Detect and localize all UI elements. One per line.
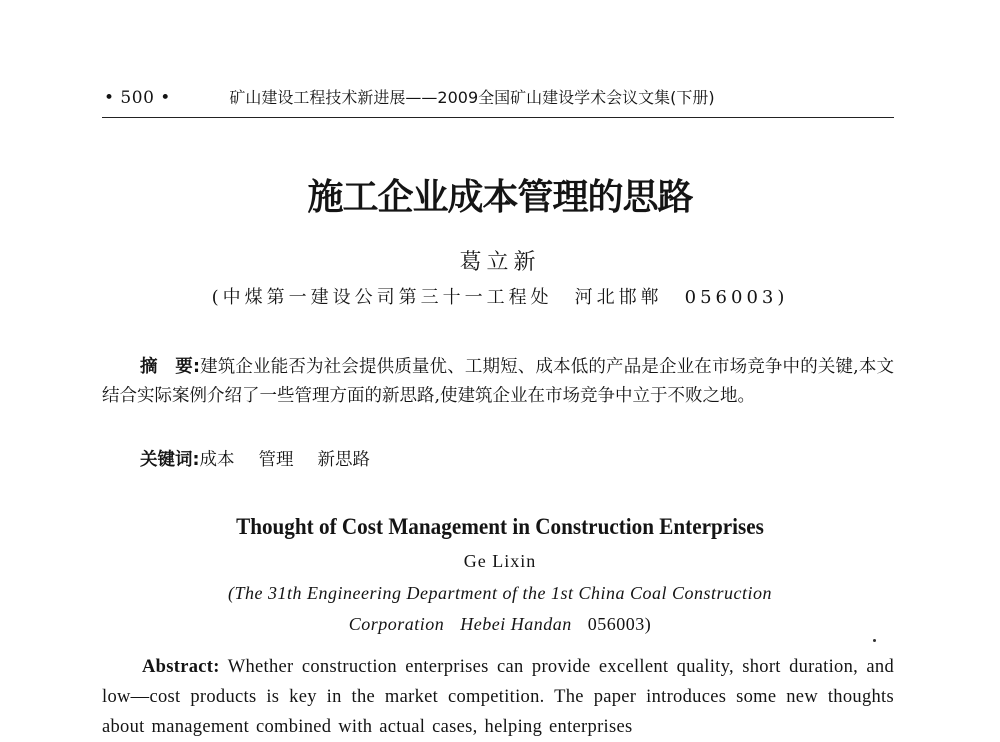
abstract-cn-text: 建筑企业能否为社会提供质量优、工期短、成本低的产品是企业在市场竞争中的关键,本文结合实际案例介绍了一些管理方面的新思路,使建筑企业在市场竞争中立于不败之地。 [102, 357, 895, 406]
affiliation-cn-zip: 056003) [684, 287, 789, 308]
running-header [104, 86, 894, 110]
abstract-en [102, 652, 894, 742]
article-title-en: Thought of Cost Management in Construction Enterprises [236, 514, 764, 539]
keywords-cn-label: 关键词: [140, 450, 200, 470]
affiliation-en-zip: 056003) [587, 614, 652, 634]
affiliation-cn-org: (中煤第一建设公司第三十一工程处 [211, 287, 553, 308]
author-en: Ge Lixin [463, 551, 537, 571]
abstract-cn [102, 353, 894, 411]
affiliation-en-place: Hebei Handan [460, 614, 572, 634]
header-rule [102, 117, 894, 118]
keywords-cn [140, 447, 840, 473]
affiliation-cn-place: 河北邯郸 [574, 287, 663, 308]
affiliation-en-line1: (The 31th Engineering Department of the 1st China Coal Construction [228, 583, 772, 603]
abstract-en-label: Abstract: [142, 657, 220, 677]
running-title: 矿山建设工程技术新进展——2009全国矿山建设学术会议文集(下册) [229, 88, 715, 107]
affiliation-en-line2 [0, 611, 1000, 637]
article-title-cn: 施工企业成本管理的思路 [307, 177, 693, 218]
abstract-en-text: Whether construction enterprises can provide excellent quality, short duration, and low—cost products is key in the market competition. The paper introduces some new thoughts about management combined with actual cases, helping enterprises [102, 657, 894, 737]
page-number: • 500 • [104, 88, 171, 108]
scan-speck [873, 639, 876, 642]
author-cn: 葛立新 [459, 250, 541, 275]
keyword: 新思路 [317, 450, 370, 470]
affiliation-en-corp: Corporation [348, 614, 445, 634]
keyword: 成本 [199, 450, 235, 470]
keyword: 管理 [258, 450, 294, 470]
affiliation-cn [0, 285, 1000, 311]
abstract-cn-label: 摘 要: [140, 357, 200, 377]
